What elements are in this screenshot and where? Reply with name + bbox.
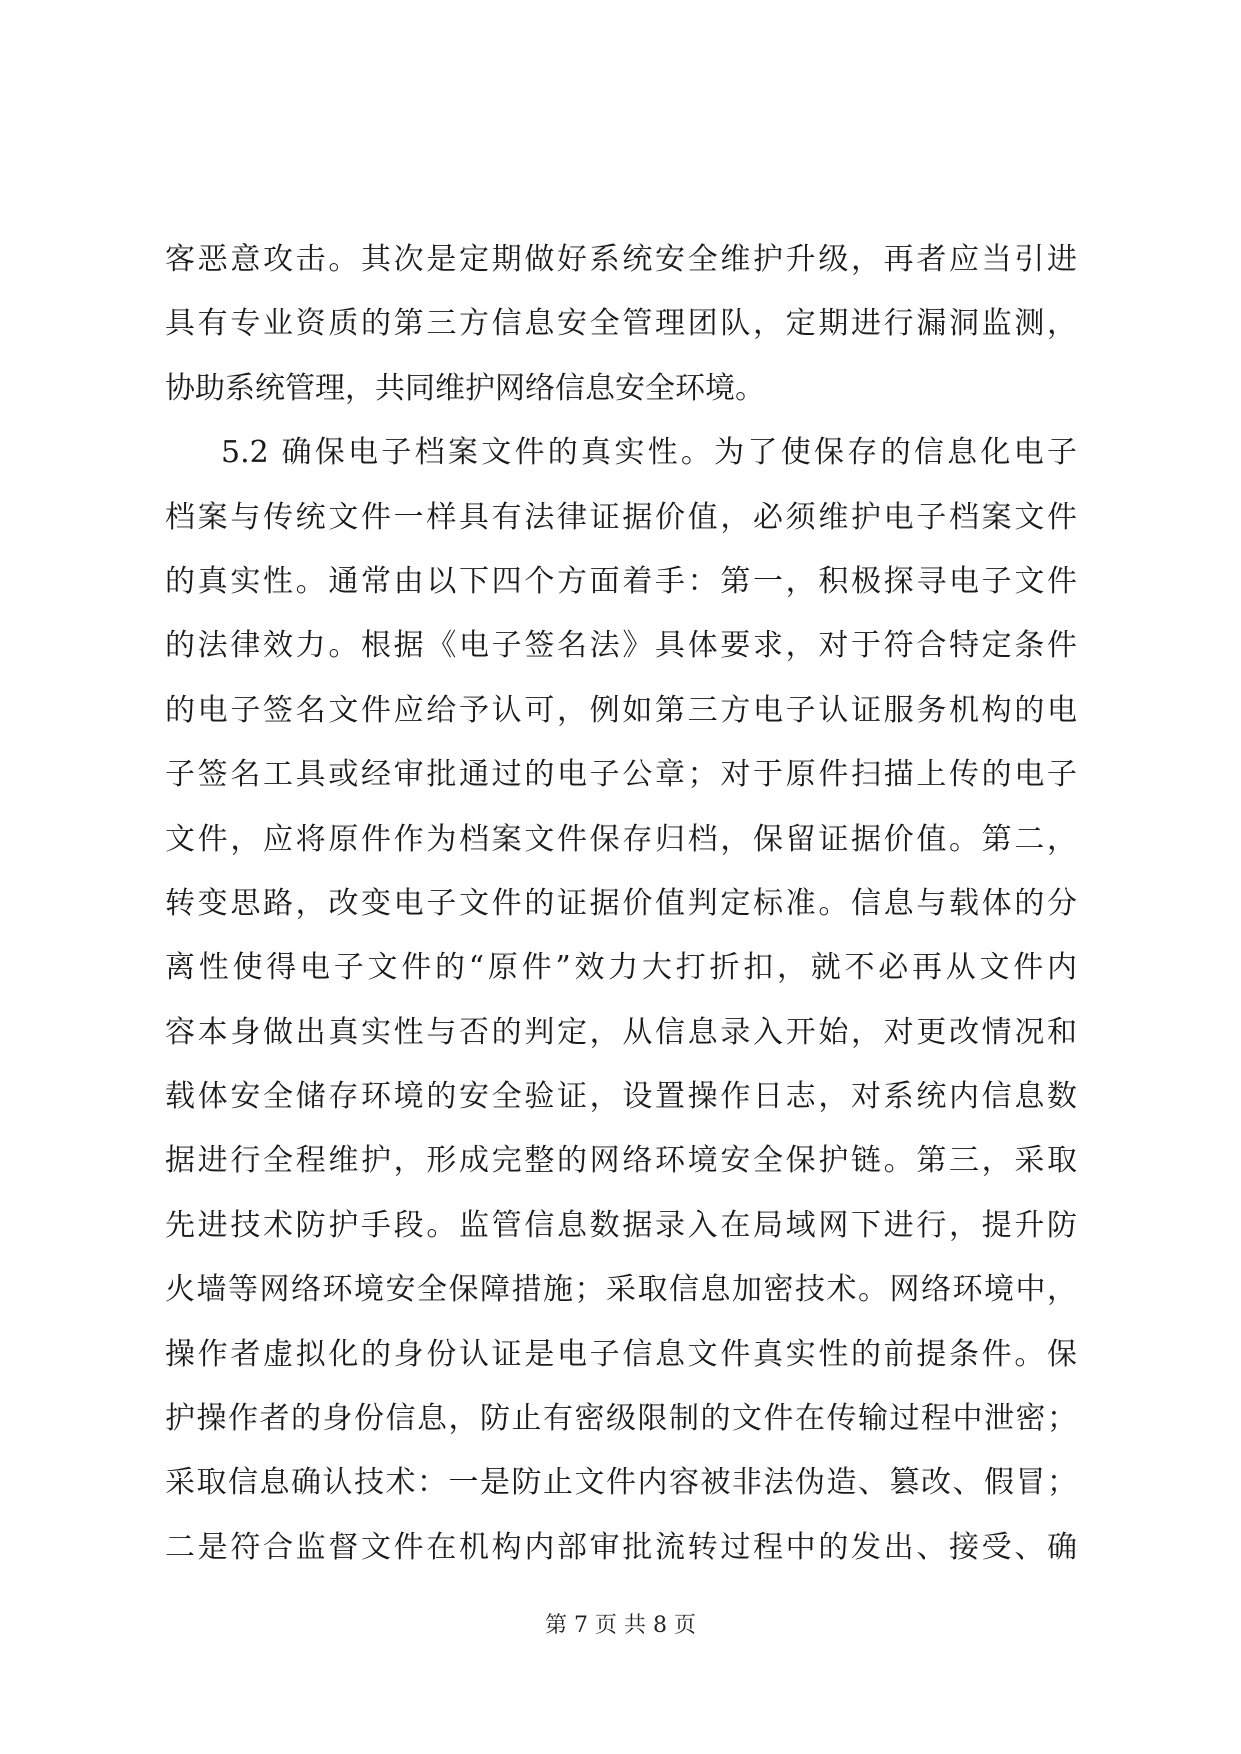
text-line: 转变思路，改变电子文件的证据价值判定标准。信息与载体的分 — [165, 885, 1077, 921]
text-line: 文件，应将原件作为档案文件保存归档，保留证据价值。第二， — [165, 821, 1077, 857]
text-line: 档案与传统文件一样具有法律证据价值，必须维护电子档案文件 — [165, 499, 1077, 535]
text-line: 具有专业资质的第三方信息安全管理团队，定期进行漏洞监测， — [165, 306, 1077, 342]
text-line: 载体安全储存环境的安全验证，设置操作日志，对系统内信息数 — [165, 1079, 1077, 1115]
text-line: 子签名工具或经审批通过的电子公章；对于原件扫描上传的电子 — [165, 757, 1077, 793]
text-line: 5.2 确保电子档案文件的真实性。为了使保存的信息化电子 — [221, 435, 1077, 471]
text-line: 火墙等网络环境安全保障措施；采取信息加密技术。网络环境中， — [165, 1272, 1077, 1308]
text-line: 容本身做出真实性与否的判定，从信息录入开始，对更改情况和 — [165, 1014, 1077, 1050]
text-line: 护操作者的身份信息，防止有密级限制的文件在传输过程中泄密； — [165, 1401, 1077, 1437]
text-line: 先进技术防护手段。监管信息数据录入在局域网下进行，提升防 — [165, 1207, 1077, 1243]
text-line: 的法律效力。根据《电子签名法》具体要求，对于符合特定条件 — [165, 628, 1077, 664]
text-line: 采取信息确认技术：一是防止文件内容被非法伪造、篡改、假冒； — [165, 1465, 1077, 1501]
paragraph-2 — [165, 421, 1077, 1580]
text-line: 的电子签名文件应给予认可，例如第三方电子认证服务机构的电 — [165, 692, 1077, 728]
text-line: 客恶意攻击。其次是定期做好系统安全维护升级，再者应当引进 — [165, 242, 1077, 277]
page-number-footer: 第 7 页 共 8 页 — [545, 1613, 696, 1638]
text-line: 协助系统管理，共同维护网络信息安全环境。 — [165, 370, 765, 406]
body-text — [165, 228, 1077, 1580]
text-line: 离性使得电子文件的“原件”效力大打折扣，就不必再从文件内 — [165, 950, 1077, 986]
text-line: 据进行全程维护，形成完整的网络环境安全保护链。第三，采取 — [165, 1143, 1077, 1179]
paragraph-1 — [165, 228, 1077, 421]
text-line: 的真实性。通常由以下四个方面着手：第一，积极探寻电子文件 — [165, 563, 1077, 599]
text-line: 二是符合监督文件在机构内部审批流转过程中的发出、接受、确 — [165, 1529, 1077, 1565]
text-line: 操作者虚拟化的身份认证是电子信息文件真实性的前提条件。保 — [165, 1336, 1077, 1372]
